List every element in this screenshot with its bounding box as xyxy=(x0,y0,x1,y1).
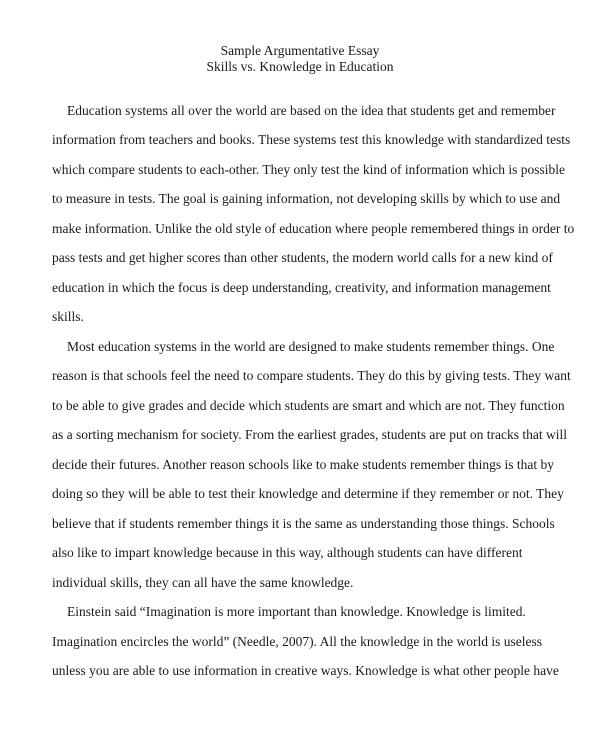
text-line: individual skills, they can all have the same knowledge. xyxy=(52,575,354,590)
text-line: which compare students to each-other. They only test the kind of information which is possible xyxy=(52,162,566,177)
text-line: Einstein said “Imagination is more important than knowledge. Knowledge is limited. xyxy=(67,604,526,619)
document-subtitle: Skills vs. Knowledge in Education xyxy=(206,59,394,74)
text-line: to be able to give grades and decide which students are smart and which are not. They function xyxy=(52,398,565,413)
text-line: pass tests and get higher scores than other students, the modern world calls for a new kind of xyxy=(52,250,553,265)
text-line: Imagination encircles the world” (Needle, 2007). All the knowledge in the world is useless xyxy=(52,634,542,649)
text-line: information from teachers and books. These systems test this knowledge with standardized tests xyxy=(52,132,571,147)
text-line: unless you are able to use information in creative ways. Knowledge is what other people have xyxy=(52,663,559,678)
text-line: believe that if students remember things it is the same as understanding those things. Schools xyxy=(52,516,555,531)
text-line: also like to impart knowledge because in this way, although students can have different xyxy=(52,545,523,560)
text-line: make information. Unlike the old style of education where people remembered things in order to xyxy=(52,221,575,236)
document-title: Sample Argumentative Essay xyxy=(220,43,380,58)
text-line: Education systems all over the world are based on the idea that students get and remember xyxy=(67,103,556,118)
text-line: Most education systems in the world are designed to make students remember things. One xyxy=(67,339,555,354)
text-line: to measure in tests. The goal is gaining information, not developing skills by which to use and xyxy=(52,191,561,206)
text-line: skills. xyxy=(52,309,84,324)
title-block xyxy=(0,43,600,75)
text-line: decide their futures. Another reason schools like to make students remember things is that by xyxy=(52,457,555,472)
text-line: education in which the focus is deep understanding, creativity, and information management xyxy=(52,280,551,295)
text-line: as a sorting mechanism for society. From the earliest grades, students are put on tracks that will xyxy=(52,427,567,442)
text-line: doing so they will be able to test their knowledge and determine if they remember or not. They xyxy=(52,486,564,501)
text-line: reason is that schools feel the need to compare students. They do this by giving tests. They want xyxy=(52,368,571,383)
